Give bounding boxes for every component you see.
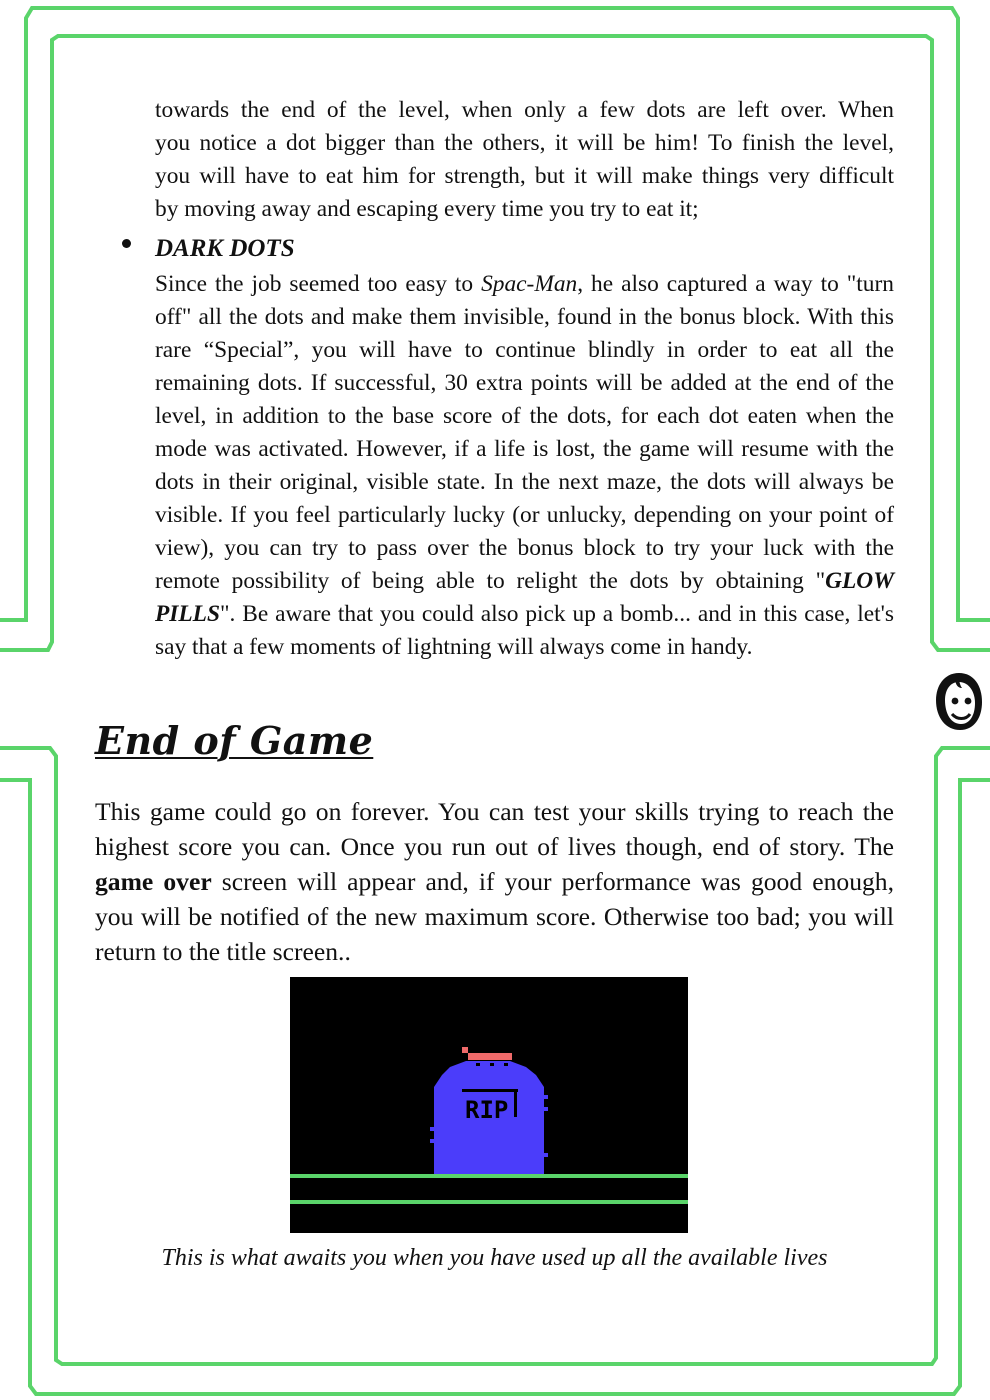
dark-dots-title: DARK DOTS bbox=[155, 235, 295, 262]
intro-paragraph bbox=[155, 94, 894, 226]
section-heading: End of Game bbox=[95, 718, 374, 763]
intro-line-2: you notice a dot bigger than the others, it will be him! To finish the level, bbox=[155, 130, 894, 156]
monkey-face-icon bbox=[932, 670, 986, 734]
intro-line-4: by moving away and escaping every time you try to eat it; bbox=[155, 196, 699, 222]
end-text-1: This game could go on forever. You can test your skills trying to reach the highest score you can. Once you run out of lives though, end of story. The bbox=[95, 797, 894, 861]
spac-man-name: Spac-Man bbox=[481, 271, 578, 297]
end-text-2: screen will appear and, if your performance was good enough, you will be notified of the new maximum score. Otherwise too bad; you will return to the title screen.. bbox=[95, 867, 894, 966]
game-over-screenshot bbox=[290, 977, 688, 1233]
dark-dots-text-1: Since the job seemed too easy to bbox=[155, 271, 482, 297]
tombstone-rip-text: RIP bbox=[465, 1096, 509, 1124]
intro-line-1: towards the end of the level, when only a few dots are left over. When bbox=[155, 97, 894, 123]
image-caption: This is what awaits you when you have used up all the available lives bbox=[161, 1245, 828, 1271]
ground-line-bottom bbox=[290, 1200, 688, 1204]
glow-pills-term: GLOW PILLS bbox=[155, 568, 894, 627]
bullet-point bbox=[122, 239, 131, 248]
dark-dots-paragraph bbox=[155, 268, 894, 664]
intro-line-3: you will have to eat him for strength, but it will make things very difficult bbox=[155, 163, 894, 189]
dark-dots-text-3: ". Be aware that you could also pick up a bomb... and in this case, let's say that a few moments of lightning will always come in handy. bbox=[155, 601, 894, 660]
dark-dots-text-2: , he also captured a way to "turn off" all the dots and make them invisible, found in the bonus block. With this rare “Special”, you will have to continue blindly in order to eat all the remaining dots. If successful, 30 extra points will be added at the end of the level, in addition to the base score of the dots, for each dot eaten when the mode was activated. However, if a life is lost, the game will resume with the dots in their original, visible state. In the next maze, the dots will always be visible. If you feel particularly lucky (or unlucky, depending on your point of view), you can try to pass over the bonus block to try your luck with the remote possibility of being able to relight the dots by obtaining " bbox=[155, 271, 894, 594]
end-of-game-paragraph bbox=[95, 794, 894, 969]
ground-line-top bbox=[290, 1174, 688, 1178]
game-over-term: game over bbox=[95, 867, 212, 896]
